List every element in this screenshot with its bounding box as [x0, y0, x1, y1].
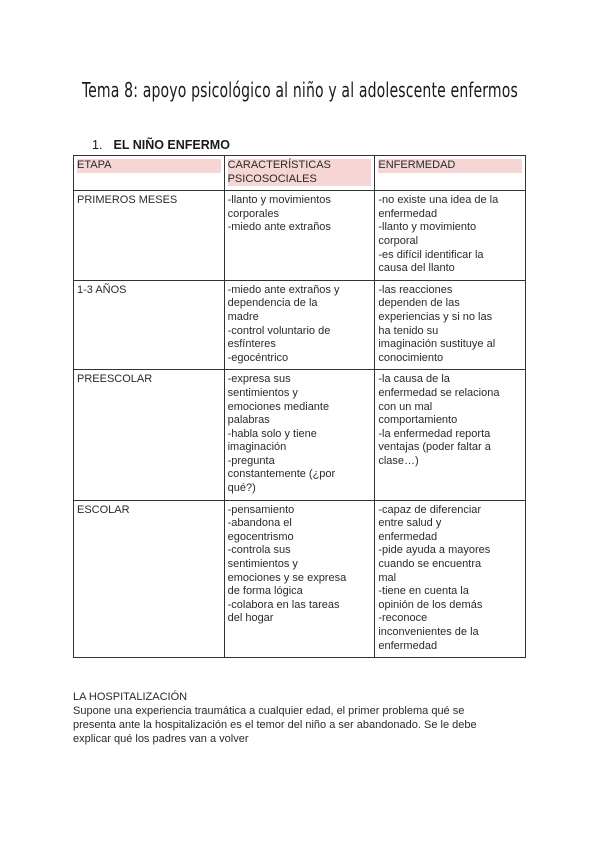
trait-line: -llanto y movimientos: [227, 194, 331, 207]
illness-line: comportamiento: [378, 414, 458, 427]
trait-line: emociones mediante: [227, 400, 330, 413]
table-body: [74, 191, 526, 658]
hospitalization-heading: LA HOSPITALIZACIÓN: [73, 691, 188, 703]
trait-line: -controla sus: [227, 544, 291, 557]
cell-stage: [74, 370, 225, 500]
page-title: Tema 8: apoyo psicológico al niño y al adolescente enfermos: [82, 78, 518, 102]
stage-label: PREESCOLAR: [77, 373, 153, 386]
trait-line: -control voluntario de: [227, 324, 331, 337]
trait-line: -colabora en las tareas: [227, 598, 340, 611]
trait-line: -miedo ante extraños y: [227, 283, 340, 296]
illness-line: -capaz de diferenciar: [378, 503, 482, 516]
header-traits: [224, 156, 375, 191]
trait-line: imaginación: [227, 441, 287, 454]
table-row: [74, 370, 526, 500]
illness-line: mal: [378, 571, 397, 584]
trait-line: constantemente (¿por: [227, 468, 336, 481]
section-heading: [92, 138, 230, 152]
cell-illness: [375, 280, 526, 370]
trait-line: sentimientos y: [227, 558, 298, 571]
trait-line: -pensamiento: [227, 503, 295, 516]
illness-line: -reconoce: [378, 612, 428, 625]
illness-line: conocimiento: [378, 351, 444, 364]
header-line: ENFERMEDAD: [378, 159, 522, 173]
stage-label: PRIMEROS MESES: [77, 194, 178, 207]
header-illness: [375, 156, 526, 191]
stage-label: ESCOLAR: [77, 503, 130, 516]
header-line: PSICOSOCIALES: [228, 173, 372, 187]
trait-line: de forma lógica: [227, 585, 303, 598]
cell-stage: [74, 280, 225, 370]
illness-line: -la enfermedad reporta: [378, 427, 491, 440]
trait-line: -egocéntrico: [227, 351, 289, 364]
section-title: EL NIÑO ENFERMO: [113, 138, 230, 152]
table-header-row: [74, 156, 526, 191]
illness-line: -pide ayuda a mayores: [378, 544, 491, 557]
hospitalization-line: Supone una experiencia traumática a cualquier edad, el primer problema qué se: [73, 705, 465, 717]
header-line: ETAPA: [77, 159, 221, 173]
table-row: [74, 500, 526, 658]
illness-line: -es difícil identificar la: [378, 248, 484, 261]
illness-line: -la causa de la: [378, 373, 450, 386]
cell-stage: [74, 500, 225, 658]
illness-line: -tiene en cuenta la: [378, 585, 469, 598]
table-row: [74, 280, 526, 370]
illness-line: opinión de los demás: [378, 598, 483, 611]
trait-line: esfínteres: [227, 338, 276, 351]
section-number: 1.: [92, 138, 103, 152]
illness-line: ventajas (poder faltar a: [378, 441, 491, 454]
table-row: [74, 191, 526, 281]
stages-table: [73, 155, 526, 658]
illness-line: enfermedad: [378, 530, 438, 543]
trait-line: -miedo ante extraños: [227, 221, 331, 234]
trait-line: dependencia de la: [227, 297, 318, 310]
stage-label: 1-3 AÑOS: [77, 283, 127, 296]
cell-traits: [224, 280, 375, 370]
illness-line: imaginación sustituye al: [378, 338, 496, 351]
illness-line: enfermedad se relaciona: [378, 386, 500, 399]
cell-stage: [74, 191, 225, 281]
cell-traits: [224, 370, 375, 500]
trait-line: -abandona el: [227, 517, 292, 530]
trait-line: qué?): [227, 482, 256, 495]
trait-line: del hogar: [227, 612, 274, 625]
hospitalization-line: explicar qué los padres van a volver: [73, 733, 249, 745]
header-stage: [74, 156, 225, 191]
header-line: CARACTERÍSTICAS: [228, 159, 372, 173]
illness-line: -las reacciones: [378, 283, 453, 296]
hospitalization-section: [73, 690, 533, 746]
illness-line: experiencias y si no las: [378, 310, 493, 323]
cell-illness: [375, 191, 526, 281]
illness-line: -no existe una idea de la: [378, 194, 499, 207]
illness-line: clase…): [378, 454, 419, 467]
trait-line: -expresa sus: [227, 373, 291, 386]
trait-line: egocentrismo: [227, 530, 294, 543]
illness-line: enfermedad: [378, 639, 438, 652]
cell-traits: [224, 500, 375, 658]
illness-line: causa del llanto: [378, 262, 455, 275]
illness-line: ha tenido su: [378, 324, 439, 337]
illness-line: enfermedad: [378, 207, 438, 220]
trait-line: corporales: [227, 207, 279, 220]
cell-traits: [224, 191, 375, 281]
trait-line: sentimientos y: [227, 386, 298, 399]
hospitalization-line: presenta ante la hospitalización es el temor del niño a ser abandonado. Se le debe: [73, 719, 477, 731]
trait-line: palabras: [227, 414, 270, 427]
trait-line: emociones y se expresa: [227, 571, 347, 584]
illness-line: dependen de las: [378, 297, 460, 310]
illness-line: inconvenientes de la: [378, 626, 479, 638]
illness-line: corporal: [378, 234, 419, 247]
cell-illness: [375, 500, 526, 658]
illness-line: entre salud y: [378, 517, 442, 530]
illness-line: con un mal: [378, 400, 433, 413]
trait-line: -habla solo y tiene: [227, 427, 317, 440]
illness-line: -llanto y movimiento: [378, 221, 477, 234]
trait-line: -pregunta: [227, 454, 275, 467]
trait-line: madre: [227, 310, 259, 323]
cell-illness: [375, 370, 526, 500]
illness-line: cuando se encuentra: [378, 558, 482, 571]
